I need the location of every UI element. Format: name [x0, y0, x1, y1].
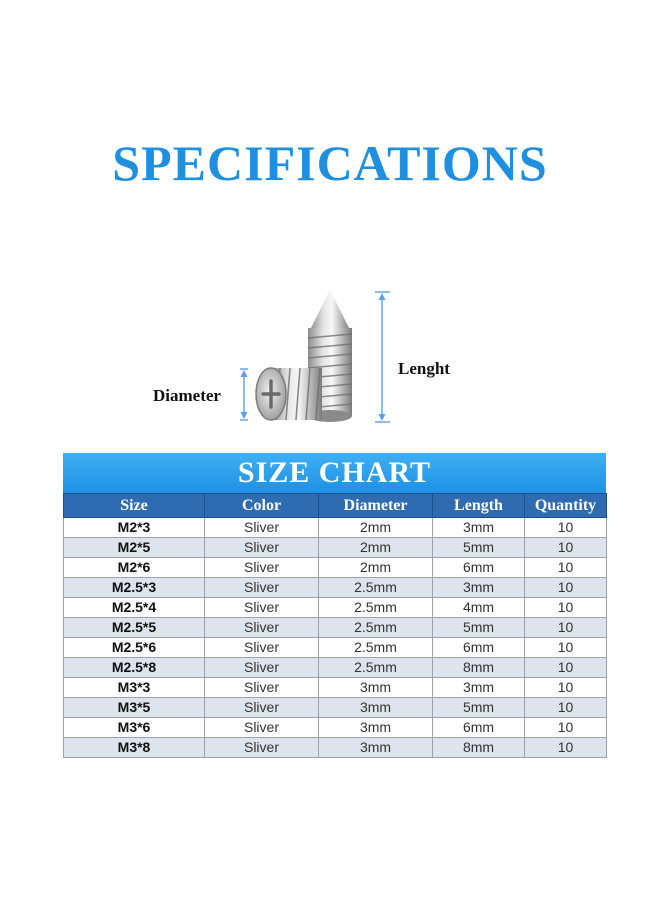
length-cell: 8mm	[433, 658, 525, 678]
color-cell: Sliver	[205, 618, 319, 638]
column-header-quantity: Quantity	[525, 494, 607, 518]
color-cell: Sliver	[205, 638, 319, 658]
size-cell: M2.5*4	[64, 598, 205, 618]
length-cell: 5mm	[433, 618, 525, 638]
quantity-cell: 10	[525, 538, 607, 558]
color-cell: Sliver	[205, 678, 319, 698]
color-cell: Sliver	[205, 658, 319, 678]
quantity-cell: 10	[525, 638, 607, 658]
size-cell: M2.5*8	[64, 658, 205, 678]
page-title: SPECIFICATIONS	[112, 135, 548, 191]
quantity-cell: 10	[525, 618, 607, 638]
quantity-cell: 10	[525, 578, 607, 598]
size-cell: M2*5	[64, 538, 205, 558]
size-cell: M3*3	[64, 678, 205, 698]
table-row	[64, 598, 607, 618]
size-chart-table	[63, 493, 607, 758]
diameter-cell: 2.5mm	[319, 658, 433, 678]
color-cell: Sliver	[205, 518, 319, 538]
diameter-cell: 2mm	[319, 538, 433, 558]
quantity-cell: 10	[525, 738, 607, 758]
size-cell: M3*8	[64, 738, 205, 758]
table-row	[64, 558, 607, 578]
diameter-cell: 3mm	[319, 718, 433, 738]
length-cell: 5mm	[433, 538, 525, 558]
length-cell: 4mm	[433, 598, 525, 618]
length-arrow-icon	[375, 292, 390, 422]
color-cell: Sliver	[205, 738, 319, 758]
color-cell: Sliver	[205, 598, 319, 618]
table-header-row	[64, 494, 607, 518]
diameter-cell: 3mm	[319, 678, 433, 698]
length-cell: 8mm	[433, 738, 525, 758]
quantity-cell: 10	[525, 718, 607, 738]
column-header-color: Color	[205, 494, 319, 518]
diameter-cell: 2.5mm	[319, 598, 433, 618]
table-row	[64, 738, 607, 758]
quantity-cell: 10	[525, 658, 607, 678]
diameter-cell: 2mm	[319, 518, 433, 538]
diameter-arrow-icon	[240, 369, 248, 420]
size-cell: M2*3	[64, 518, 205, 538]
short-screw-icon	[256, 368, 322, 420]
size-cell: M2.5*5	[64, 618, 205, 638]
color-cell: Sliver	[205, 558, 319, 578]
diameter-cell: 2.5mm	[319, 578, 433, 598]
size-cell: M2.5*3	[64, 578, 205, 598]
color-cell: Sliver	[205, 718, 319, 738]
diameter-cell: 2.5mm	[319, 638, 433, 658]
table-row	[64, 538, 607, 558]
table-row	[64, 678, 607, 698]
size-cell: M2.5*6	[64, 638, 205, 658]
size-cell: M3*6	[64, 718, 205, 738]
length-cell: 3mm	[433, 678, 525, 698]
quantity-cell: 10	[525, 698, 607, 718]
quantity-cell: 10	[525, 678, 607, 698]
diameter-label: Diameter	[153, 386, 221, 405]
size-chart	[63, 453, 606, 758]
size-chart-title: SIZE CHART	[63, 453, 606, 493]
diameter-cell: 3mm	[319, 738, 433, 758]
length-cell: 6mm	[433, 638, 525, 658]
column-header-size: Size	[64, 494, 205, 518]
size-cell: M2*6	[64, 558, 205, 578]
table-row	[64, 518, 607, 538]
length-cell: 3mm	[433, 578, 525, 598]
quantity-cell: 10	[525, 518, 607, 538]
quantity-cell: 10	[525, 598, 607, 618]
length-cell: 6mm	[433, 718, 525, 738]
length-cell: 3mm	[433, 518, 525, 538]
diameter-cell: 2mm	[319, 558, 433, 578]
length-label: Lenght	[398, 359, 450, 378]
table-row	[64, 698, 607, 718]
diameter-cell: 3mm	[319, 698, 433, 718]
color-cell: Sliver	[205, 698, 319, 718]
size-cell: M3*5	[64, 698, 205, 718]
column-header-length: Length	[433, 494, 525, 518]
length-cell: 6mm	[433, 558, 525, 578]
length-cell: 5mm	[433, 698, 525, 718]
color-cell: Sliver	[205, 538, 319, 558]
quantity-cell: 10	[525, 558, 607, 578]
table-row	[64, 578, 607, 598]
table-row	[64, 658, 607, 678]
table-row	[64, 638, 607, 658]
table-row	[64, 718, 607, 738]
column-header-diameter: Diameter	[319, 494, 433, 518]
diameter-cell: 2.5mm	[319, 618, 433, 638]
color-cell: Sliver	[205, 578, 319, 598]
table-row	[64, 618, 607, 638]
